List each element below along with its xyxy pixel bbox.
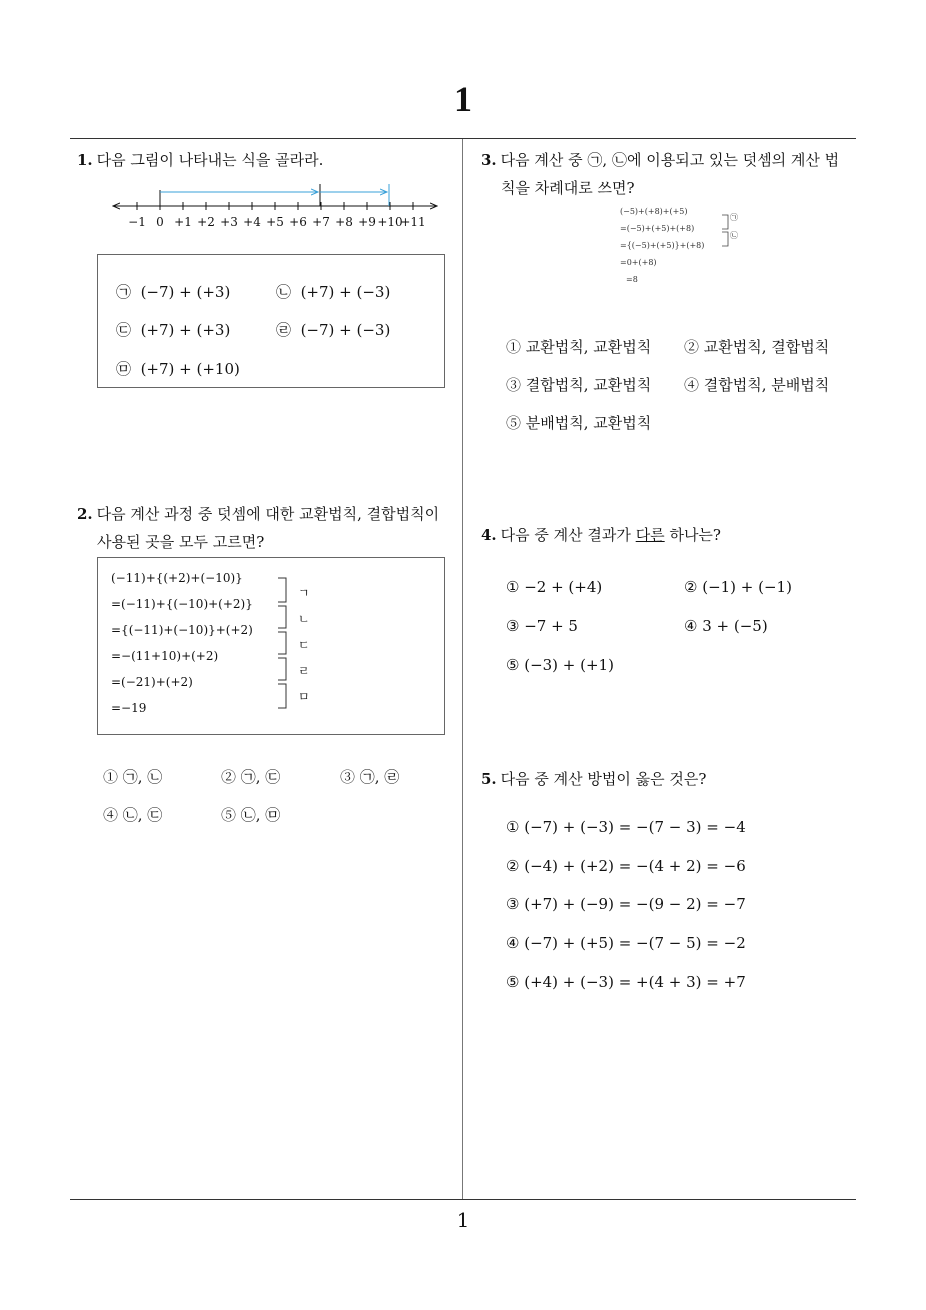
question-2-steps-box (97, 557, 445, 735)
q2-label-1: ㄱ (298, 586, 310, 600)
question-3-text-line2: 칙을 차례대로 쓰면? (501, 179, 635, 197)
question-1-prompt (77, 146, 323, 174)
q2-choice-1[interactable]: ① ㉠, ㉡ (103, 768, 163, 786)
q3-fig-line-1: (−5)+(+8)+(+5) (620, 207, 688, 216)
question-2-text-line1: 다음 계산 과정 중 덧셈에 대한 교환법칙, 결합법칙이 (96, 505, 440, 523)
q3-choice-2[interactable]: ② 교환법칙, 결합법칙 (684, 338, 830, 356)
question-3-figure (620, 207, 750, 287)
q5-choice-2[interactable]: ② (−4) + (+2) = −(4 + 2) = −6 (506, 857, 746, 875)
q4-choice-1[interactable]: ① −2 + (+4) (506, 578, 603, 596)
q2-label-5: ㅁ (298, 690, 310, 704)
q2-label-3: ㄷ (298, 638, 310, 652)
q1-option-3[interactable] (116, 319, 230, 340)
question-3-prompt (481, 146, 861, 202)
question-2-prompt (77, 500, 457, 556)
number-line-label: 0 (156, 215, 164, 229)
question-4-text-underlined: 다른 (635, 526, 665, 544)
q1-option-5-mark: ㉤ (116, 360, 132, 378)
number-line-labels (128, 215, 426, 229)
q2-label-4: ㄹ (298, 664, 310, 678)
page-title: 1 (454, 79, 472, 119)
question-4-text-after: 하나는? (669, 526, 721, 544)
q1-option-1-expr: (−7) + (+3) (140, 283, 231, 301)
q2-choice-5[interactable]: ⑤ ㉡, ㉤ (221, 806, 281, 824)
q1-option-3-expr: (+7) + (+3) (140, 321, 231, 339)
q5-choice-5[interactable]: ⑤ (+4) + (−3) = +(4 + 3) = +7 (506, 973, 746, 991)
q2-choice-3[interactable]: ③ ㉠, ㉣ (340, 768, 400, 786)
q1-option-4-mark: ㉣ (276, 321, 292, 339)
question-4-prompt (481, 521, 721, 549)
q2-step-3: ={(−11)+(−10)}+(+2) (111, 623, 253, 637)
q2-choice-4[interactable]: ④ ㉡, ㉢ (103, 806, 163, 824)
question-5-text: 다음 중 계산 방법이 옳은 것은? (500, 770, 707, 788)
q1-option-2[interactable] (276, 281, 390, 302)
q2-choice-2[interactable]: ② ㉠, ㉢ (221, 768, 281, 786)
q4-choice-4[interactable]: ④ 3 + (−5) (684, 617, 768, 635)
question-3-text-line1: 다음 계산 중 ㉠, ㉡에 이용되고 있는 덧셈의 계산 법 (500, 151, 840, 169)
number-line-label: +10 (377, 215, 403, 229)
q3-fig-mark-2: ㉡ (730, 231, 738, 240)
number-line-label: −1 (128, 215, 146, 229)
number-line-label: +3 (220, 215, 238, 229)
question-1-options-box (97, 254, 445, 388)
q3-fig-line-3: ={(−5)+(+5)}+(+8) (620, 241, 705, 250)
q1-option-5[interactable] (116, 358, 240, 379)
q1-option-4[interactable] (276, 319, 390, 340)
number-line-label: +9 (358, 215, 376, 229)
q3-choice-3[interactable]: ③ 결합법칙, 교환법칙 (506, 376, 652, 394)
number-line-label: +2 (197, 215, 215, 229)
q2-step-1: (−11)+{(+2)+(−10)} (111, 571, 243, 585)
number-line-label: +8 (335, 215, 353, 229)
q2-step-6: =−19 (111, 701, 147, 715)
q1-option-3-mark: ㉢ (116, 321, 132, 339)
q1-option-2-expr: (+7) + (−3) (300, 283, 391, 301)
q5-choice-1[interactable]: ① (−7) + (−3) = −(7 − 3) = −4 (506, 818, 746, 836)
q2-label-2: ㄴ (298, 612, 310, 626)
q3-fig-line-5: =8 (626, 275, 638, 284)
number-line-label: +1 (174, 215, 192, 229)
q1-option-1[interactable] (116, 281, 230, 302)
number-line-label: +5 (266, 215, 284, 229)
question-5-prompt (481, 765, 706, 793)
q2-step-4: =−(11+10)+(+2) (111, 649, 219, 663)
q3-fig-line-4: =0+(+8) (620, 258, 657, 267)
q2-step-5: =(−21)+(+2) (111, 675, 193, 689)
question-2-text-line2: 사용된 곳을 모두 고르면? (97, 533, 265, 551)
q5-choice-3[interactable]: ③ (+7) + (−9) = −(9 − 2) = −7 (506, 895, 746, 913)
number-line (110, 180, 440, 232)
q4-choice-3[interactable]: ③ −7 + 5 (506, 617, 578, 635)
question-1-number: 1. (77, 151, 93, 169)
question-5-number: 5. (481, 770, 497, 788)
q1-option-5-expr: (+7) + (+10) (140, 360, 240, 378)
question-4-text-before: 다음 중 계산 결과가 (500, 526, 631, 544)
q1-option-4-expr: (−7) + (−3) (300, 321, 391, 339)
q4-choice-5[interactable]: ⑤ (−3) + (+1) (506, 656, 614, 674)
number-line-label: +6 (289, 215, 307, 229)
footer-rule (70, 1199, 856, 1200)
q5-choice-4[interactable]: ④ (−7) + (+5) = −(7 − 5) = −2 (506, 934, 746, 952)
column-divider (462, 139, 463, 1200)
number-line-label: +7 (312, 215, 330, 229)
number-line-label: +11 (400, 215, 426, 229)
q1-option-1-mark: ㉠ (116, 283, 132, 301)
q3-fig-line-2: =(−5)+(+5)+(+8) (620, 224, 695, 233)
header-rule (70, 138, 856, 139)
number-line-label: +4 (243, 215, 261, 229)
question-1-text: 다음 그림이 나타내는 식을 골라라. (96, 151, 324, 169)
q2-step-2: =(−11)+{(−10)+(+2)} (111, 597, 253, 611)
q3-choice-4[interactable]: ④ 결합법칙, 분배법칙 (684, 376, 830, 394)
q4-choice-2[interactable]: ② (−1) + (−1) (684, 578, 792, 596)
question-3-number: 3. (481, 151, 497, 169)
q2-step-brackets (274, 576, 296, 716)
q1-option-2-mark: ㉡ (276, 283, 292, 301)
page-number: 1 (456, 1208, 470, 1232)
question-2-number: 2. (77, 505, 93, 523)
q3-fig-mark-1: ㉠ (730, 213, 738, 222)
q3-choice-1[interactable]: ① 교환법칙, 교환법칙 (506, 338, 652, 356)
question-4-number: 4. (481, 526, 497, 544)
q3-choice-5[interactable]: ⑤ 분배법칙, 교환법칙 (506, 414, 652, 432)
